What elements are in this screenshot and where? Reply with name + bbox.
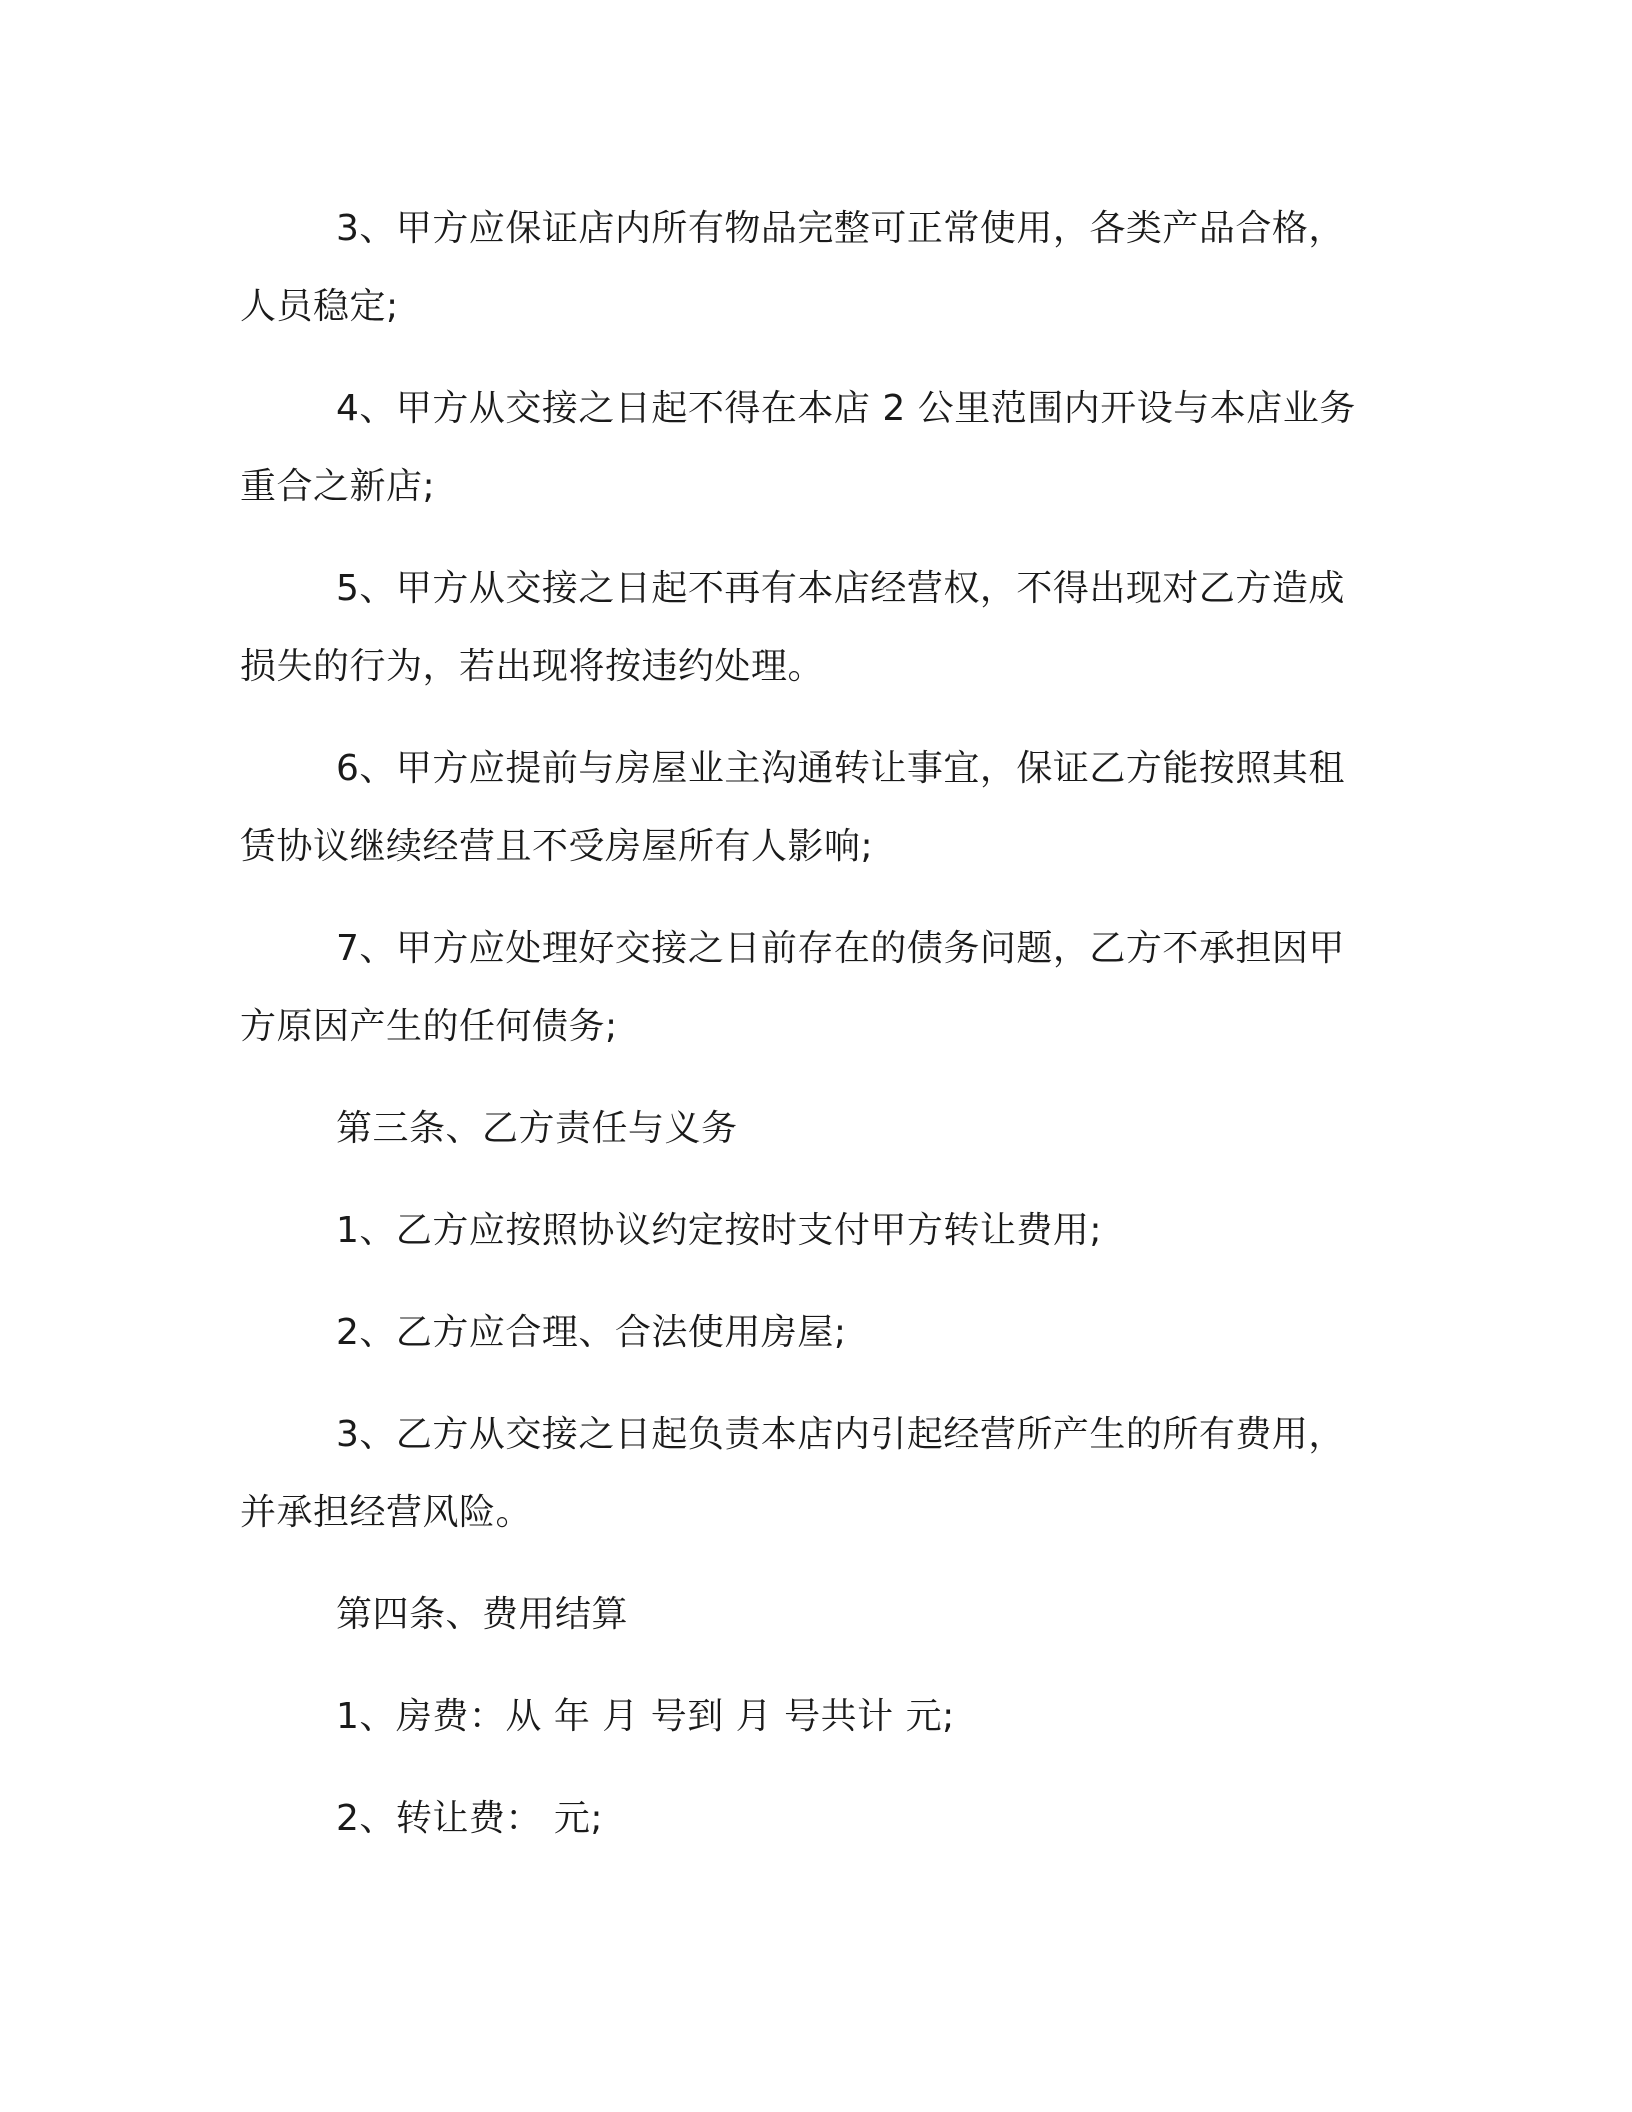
clause-party-a-7: 7、甲方应处理好交接之日前存在的债务问题，乙方不承担因甲方原因产生的任何债务; — [240, 928, 1345, 1047]
article-4-heading: 第四条、费用结算 — [336, 1594, 629, 1635]
clause-party-b-1: 1、乙方应按照协议约定按时支付甲方转让费用; — [336, 1210, 1103, 1251]
clause-party-a-3: 3、甲方应保证店内所有物品完整可正常使用，各类产品合格，人员稳定; — [240, 208, 1345, 327]
clause-party-a-6: 6、甲方应提前与房屋业主沟通转让事宜，保证乙方能按照其租赁协议继续经营且不受房屋所有人影响; — [240, 748, 1345, 867]
fee-item-rent: 1、房费：从 年 月 号到 月 号共计 元; — [336, 1696, 955, 1737]
clause-party-b-3: 3、乙方从交接之日起负责本店内引起经营所产生的所有费用，并承担经营风险。 — [240, 1414, 1345, 1533]
document-body — [240, 190, 1375, 1882]
clause-party-a-4: 4、甲方从交接之日起不得在本店 2 公里范围内开设与本店业务重合之新店; — [240, 388, 1356, 507]
clause-party-b-2: 2、乙方应合理、合法使用房屋; — [336, 1312, 847, 1353]
article-3-heading: 第三条、乙方责任与义务 — [336, 1108, 738, 1149]
clause-party-a-5: 5、甲方从交接之日起不再有本店经营权，不得出现对乙方造成损失的行为，若出现将按违约处理。 — [240, 568, 1345, 687]
fee-item-transfer: 2、转让费： 元; — [336, 1798, 603, 1839]
